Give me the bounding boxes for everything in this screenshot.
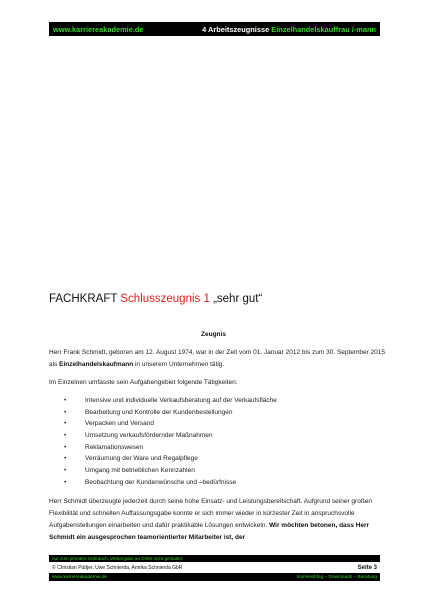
footer-website[interactable]: www.karriereakademie.de [52,574,108,580]
footer-tagline: Karriereblog – Downloads – Beratung [297,574,377,580]
task-text: Umgang mit betrieblichen Kennzahlen [85,467,195,475]
list-item [49,442,277,454]
bullet-icon: • [64,443,67,451]
footer-notice: nur zum privaten Gebrauch, Weitergabe an Dritte nicht gestattet [49,555,380,562]
task-text: Beobachtung der Kundenwünsche und –bedürfnisse [85,478,237,486]
task-text: Intensive und individuelle Verkaufsberatung auf der Verkaufsfläche [85,397,277,404]
intro-text-1: Herr Frank Schmidt, geboren am 12. August 1974, war in der Zeit vom 01. Januar 2012 bis zum 30. September 2015 als [49,349,386,368]
closing-paragraph [49,496,385,544]
list-item [49,418,277,430]
document-heading: Zeugnis [201,331,226,338]
bullet-icon: • [64,397,67,404]
section-title-prefix: FACHKRAFT [49,293,118,305]
section-title-suffix: „sehr gut“ [213,293,263,305]
header-title-prefix: 4 Arbeitszeugnisse [202,24,270,34]
task-text: Verräumung der Ware und Regalpflege [85,455,198,463]
section-title [49,293,262,305]
task-text: Umsetzung verkaufsfördernder Maßnahmen [85,432,213,440]
footer-bar [49,573,380,581]
footer-copyright: © Christian Püttjer, Uwe Schnierda, Annika Schnierda GbR [52,564,183,571]
task-text: Verpacken und Versand [85,420,155,428]
bullet-icon: • [64,420,67,428]
task-text: Reklamationswesen [85,443,144,451]
header-title-highlight: Einzelhandelskauffrau /-mann [271,24,376,34]
section-title-highlight: Schlusszeugnis 1 [120,293,210,305]
closing-text: Herr Schmidt überzeugte jederzeit durch seine hohe Einsatz- und Leistungsbereitschaft. Aufgrund seiner großen Flexibilität und schnellen Auffassungsgabe konnte er sich immer wieder in kürzester Zeit in anspruchsvolle Aufgabenstellungen einarbeiten und dafür praktikable Lösungen entwickeln. [49,498,373,529]
bullet-icon: • [64,432,67,440]
intro-text-2: in unserem Unternehmen tätig. [133,361,225,368]
bullet-icon: • [64,478,67,486]
intro-job-title: Einzelhandelskaufmann [59,361,134,368]
header-website[interactable]: www.karriereakademie.de [53,24,144,34]
list-item [49,477,277,489]
tasks-intro: Im Einzelnen umfasste sein Aufgabengebiet folgende Tätigkeiten: [49,379,238,386]
footer-info [49,563,380,572]
task-list [49,395,277,489]
page-number: Seite 3 [357,564,377,571]
bullet-icon: • [64,408,67,416]
closing-bold-text: Wir möchten betonen, dass Herr Schmidt ein ausgesprochen teamorientierter Mitarbeiter ist, der [49,522,370,541]
list-item [49,430,277,442]
task-text: Bearbeitung und Kontrolle der Kundenbestellungen [85,408,233,416]
page-header [49,22,380,36]
bullet-icon: • [64,455,67,463]
list-item [49,395,277,407]
header-title [202,25,376,34]
list-item [49,407,277,419]
intro-paragraph [49,347,385,371]
list-item [49,453,277,465]
list-item [49,465,277,477]
bullet-icon: • [64,467,67,475]
